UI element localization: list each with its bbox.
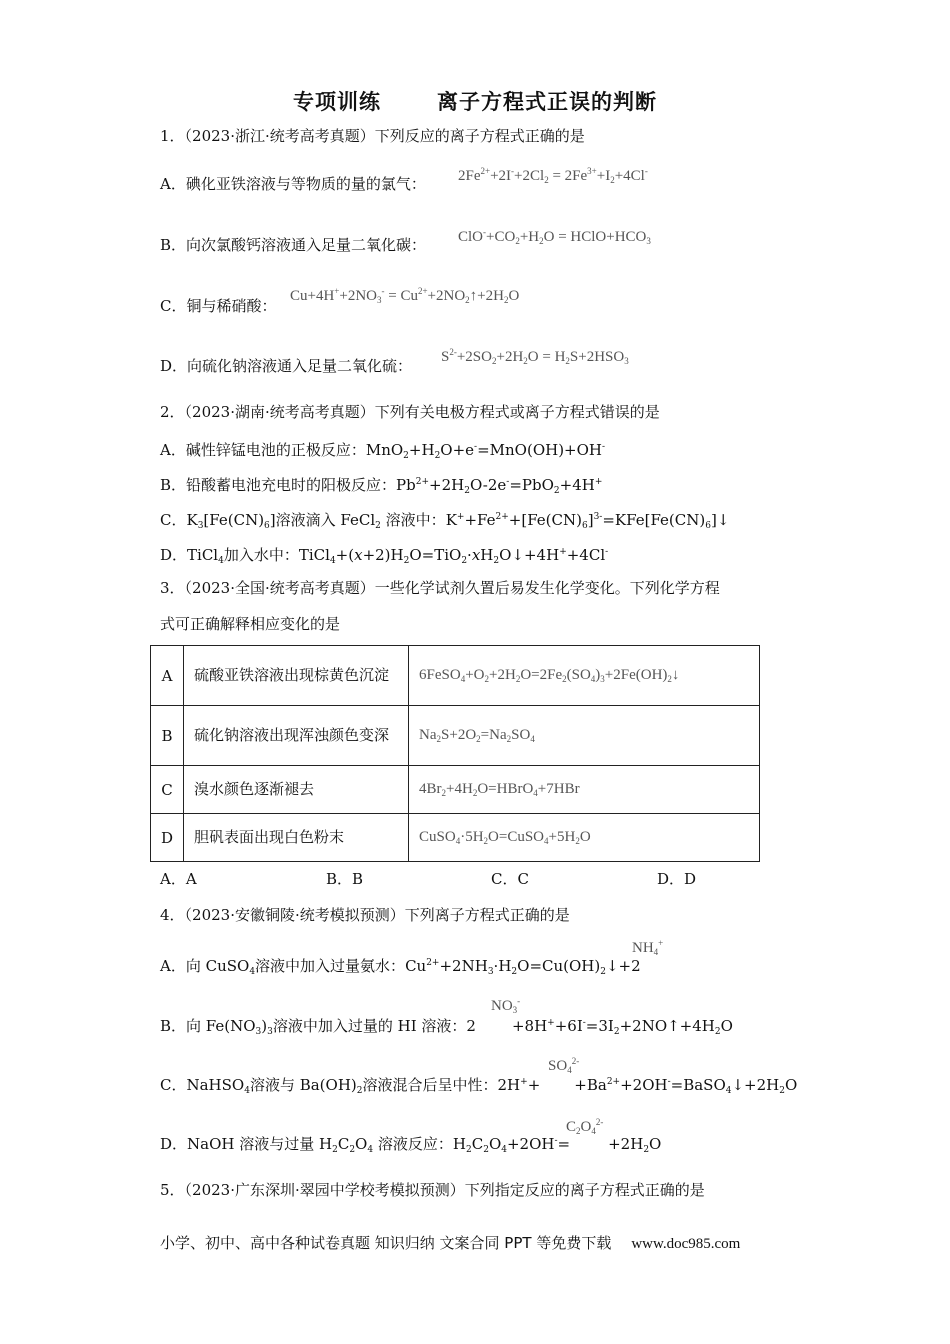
q1-option-b: B．向次氯酸钙溶液通入足量二氧化碳： [160,236,427,254]
q1-option-c-formula: $Cu+4H^++2NO_3^-$ = $Cu^{2+}+2NO_2↑+2H_2O$ [290,286,520,305]
row-desc: 硫酸亚铁溶液出现棕黄色沉淀 [184,646,409,706]
row-equation: $6FeSO_4+O_2+2H_2O=2Fe_2(SO_4)_3+2Fe(OH)_2↓$ [409,646,760,706]
q3-choice-c: C．C [491,870,529,888]
q1-option-d: D．向硫化钠溶液通入足量二氧化硫： [160,357,413,375]
q3-choice-b: B．B [326,870,364,888]
footer-text: 小学、初中、高中各种试卷真题 知识归纳 文案合同 PPT 等免费下载 [160,1234,612,1252]
row-equation: $CuSO_4\cdot 5H_2O=CuSO_4+5H_2O$ [409,814,760,862]
table-row [151,646,760,706]
q4-option-c: C．NaHSO$_4$溶液与 $Ba(OH)_2$溶液混合后呈中性：$2H^++ +Ba^{2+}+2OH^-=BaSO_4↓+2H_2O$ [160,1076,798,1096]
q2-option-c: C．$K_3[Fe(CN)_6]$溶液滴入 FeCl$_2$ 溶液中：$K^++Fe^{2+}+[Fe(CN)_6]^{3-}=KFe[Fe(CN)_6]↓$ [160,511,730,531]
page-footer [160,1232,740,1253]
q4-option-a-ion: $NH_4^+$ [632,938,664,957]
q3-choice-a: A．A [160,870,197,888]
row-equation: $4Br_2+4H_2O=HBrO_4+7HBr$ [409,766,760,814]
page-title [0,86,950,116]
q4-option-b-ion: $NO_3^-$ [491,996,521,1015]
q1-option-d-formula: $S^{2-}+2SO_2+2H_2O = H_2S+2HSO_3$ [441,347,629,366]
row-equation: $Na_2S+2O_2=Na_2SO_4$ [409,706,760,766]
q4-option-d-ion: $C_2O_4^{2-}$ [566,1117,604,1136]
table-row [151,766,760,814]
q4-option-c-ion: $SO_4^{2-}$ [548,1056,580,1075]
q3-stem-line1: 3．（2023·全国·统考高考真题）一些化学试剂久置后易发生化学变化。下列化学方程 [160,579,720,597]
row-key: C [151,766,184,814]
row-desc: 胆矾表面出现白色粉末 [184,814,409,862]
q2-option-a: A．碱性锌锰电池的正极反应：$MnO_2+H_2O+e^-=MnO(OH)+OH^-$ [160,441,606,461]
row-key: D [151,814,184,862]
row-desc: 溴水颜色逐渐褪去 [184,766,409,814]
q1-option-a-formula: $2Fe^{2+}+2I^-+2Cl_2 = 2Fe^{3+}+I_2+4Cl^-$ [458,166,648,185]
row-key: A [151,646,184,706]
q5-stem: 5．（2023·广东深圳·翠园中学校考模拟预测）下列指定反应的离子方程式正确的是 [160,1181,705,1199]
q1-option-c: C．铜与稀硝酸： [160,297,277,315]
q4-stem: 4．（2023·安徽铜陵·统考模拟预测）下列离子方程式正确的是 [160,906,570,924]
table-row [151,706,760,766]
q4-option-b: B．向 $Fe(NO_3)_3$溶液中加入过量的 HI 溶液：$2 +8H^++6I^-=3I_2+2NO↑+4H_2O$ [160,1017,733,1037]
q3-choice-d: D．D [657,870,697,888]
footer-url[interactable]: www.doc985.com [631,1236,741,1252]
q1-option-a: A．碘化亚铁溶液与等物质的量的氯气： [160,175,426,193]
row-desc: 硫化钠溶液出现浑浊颜色变深 [184,706,409,766]
title-left: 专项训练 [293,90,381,114]
title-right: 离子方程式正误的判断 [437,90,657,114]
q2-stem: 2．（2023·湖南·统考高考真题）下列有关电极方程式或离子方程式错误的是 [160,403,660,421]
q3-options-table [150,645,760,862]
row-key: B [151,706,184,766]
q1-stem: 1．（2023·浙江·统考高考真题）下列反应的离子方程式正确的是 [160,127,585,145]
q4-option-d: D．NaOH 溶液与过量 $H_2C_2O_4$ 溶液反应：$H_2C_2O_4+2OH^-= +2H_2O$ [160,1135,662,1155]
q4-option-a: A．向 CuSO$_4$溶液中加入过量氨水：$Cu^{2+}+2NH_3\cdot H_2O=Cu(OH)_2↓+2$ [160,957,641,977]
q3-stem-line2: 式可正确解释相应变化的是 [160,615,341,633]
q2-option-b: B．铅酸蓄电池充电时的阳极反应：$Pb^{2+}+2H_2O-2e^-=PbO_2+4H^+$ [160,476,603,496]
q1-option-b-formula: $ClO^-+CO_2+H_2O$ = $HClO+HCO_3$ [458,227,651,246]
q2-option-d: D．TiCl$_4$加入水中：$TiCl_4+(x+2)H_2O=TiO_2\cdot xH_2O↓+4H^++4Cl^-$ [160,546,609,566]
table-row [151,814,760,862]
